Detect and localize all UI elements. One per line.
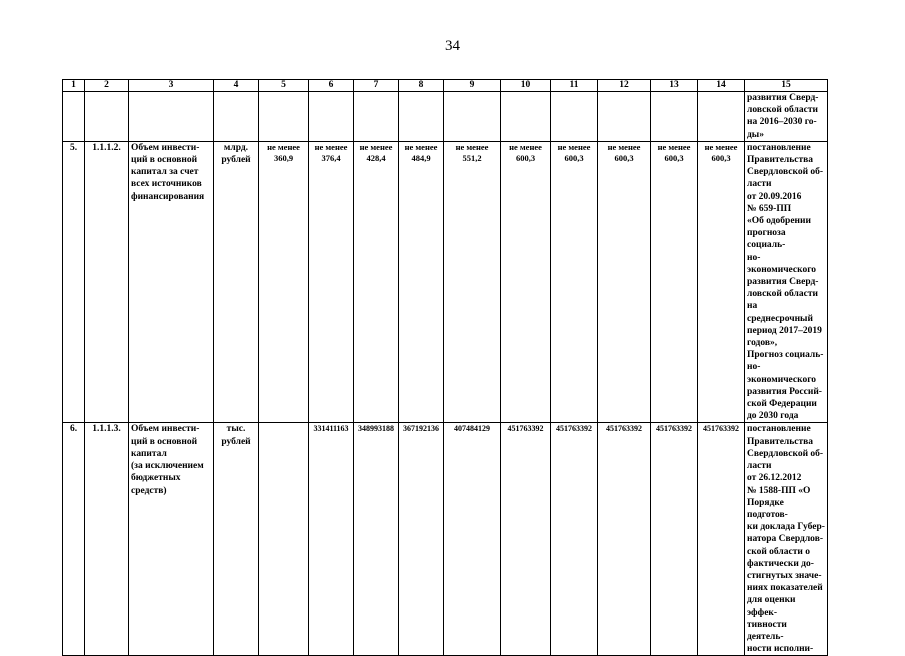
unit-cell: тыс. рублей xyxy=(214,423,259,656)
column-header: 13 xyxy=(651,80,698,92)
column-header: 6 xyxy=(309,80,354,92)
value-cell: 451763392 xyxy=(598,423,651,656)
value-cell: не менее 600,3 xyxy=(698,141,745,423)
value-cell: 451763392 xyxy=(551,423,598,656)
value-cell xyxy=(259,423,309,656)
column-header: 7 xyxy=(354,80,399,92)
value-cell: не менее 600,3 xyxy=(598,141,651,423)
row-number: 6. xyxy=(63,423,85,656)
value-cell: не менее 360,9 xyxy=(259,141,309,423)
value-cell: не менее 428,4 xyxy=(354,141,399,423)
source-cell: постановление Правительства Свердловской об- ласти от 26.12.2012 № 1588-ПП «О Порядке подготов- ки доклада Губер- натора Свердлов- ской области о фактически до- стигнутых значе- ниях показателей для оценки эффек- тивности деятель- ности исполни- xyxy=(745,423,828,656)
indicator-name: Объем инвести- ций в основной капитал (за исключением бюджетных средств) xyxy=(129,423,214,656)
column-header: 10 xyxy=(501,80,551,92)
indicator-code: 1.1.1.3. xyxy=(85,423,129,656)
unit-cell: млрд. рублей xyxy=(214,141,259,423)
column-header: 14 xyxy=(698,80,745,92)
value-cell: 367192136 xyxy=(399,423,444,656)
value-cell: 331411163 xyxy=(309,423,354,656)
indicator-name: Объем инвести- ций в основной капитал за счет всех источников финансирования xyxy=(129,141,214,423)
value-cell: не менее 484,9 xyxy=(399,141,444,423)
value-cell: 451763392 xyxy=(501,423,551,656)
value-cell: не менее 376,4 xyxy=(309,141,354,423)
value-cell: 407484129 xyxy=(444,423,501,656)
column-header: 11 xyxy=(551,80,598,92)
value-cell: не менее 600,3 xyxy=(501,141,551,423)
value-cell: 451763392 xyxy=(651,423,698,656)
value-cell: не менее 600,3 xyxy=(551,141,598,423)
column-header: 2 xyxy=(85,80,129,92)
row-number: 5. xyxy=(63,141,85,423)
column-header: 4 xyxy=(214,80,259,92)
column-header: 1 xyxy=(63,80,85,92)
value-cell: не менее 600,3 xyxy=(651,141,698,423)
table-row-continuation xyxy=(63,92,828,142)
column-header: 5 xyxy=(259,80,309,92)
column-number-row xyxy=(63,80,828,92)
column-header: 3 xyxy=(129,80,214,92)
column-header: 12 xyxy=(598,80,651,92)
indicator-code: 1.1.1.2. xyxy=(85,141,129,423)
column-header: 9 xyxy=(444,80,501,92)
indicators-table xyxy=(62,79,828,656)
column-header: 15 xyxy=(745,80,828,92)
source-cell: постановление Правительства Свердловской об- ласти от 20.09.2016 № 659-ПП «Об одобрении прогноза социаль- но- экономического развития Сверд- ловской области на среднесрочный период 2017–2019 годов», Прогноз социаль- но- экономического развития Россий- ской Федерации до 2030 года xyxy=(745,141,828,423)
source-cell: развития Сверд- ловской области на 2016–2030 го- ды» xyxy=(745,92,828,142)
column-header: 8 xyxy=(399,80,444,92)
table-row xyxy=(63,423,828,656)
value-cell: 348993188 xyxy=(354,423,399,656)
page-number: 34 xyxy=(445,38,460,54)
value-cell: 451763392 xyxy=(698,423,745,656)
table-row xyxy=(63,141,828,423)
value-cell: не менее 551,2 xyxy=(444,141,501,423)
